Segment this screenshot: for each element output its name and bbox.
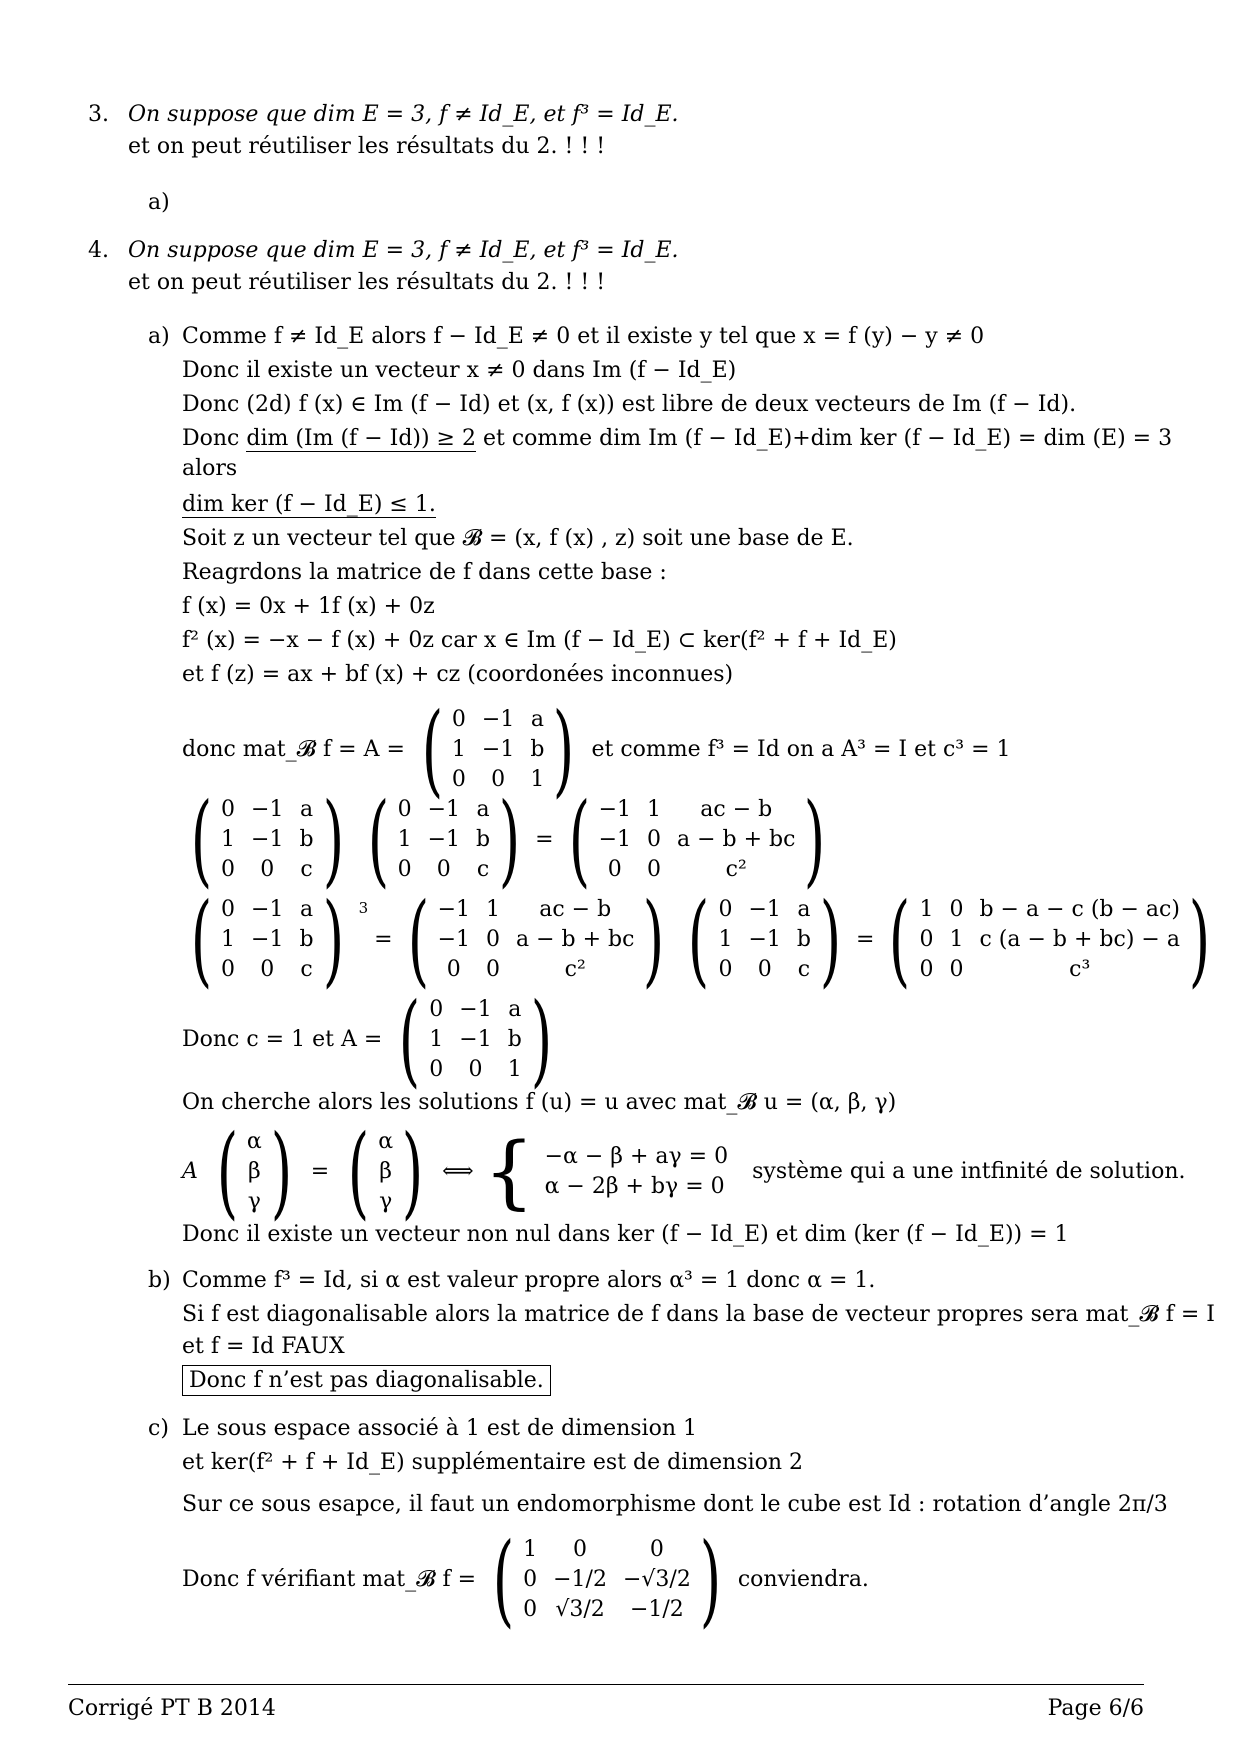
part-a-line6: [182, 490, 436, 520]
matrix-cell: −1: [251, 797, 284, 823]
right-paren: ): [804, 781, 826, 898]
matrix-cell: 0: [718, 897, 733, 923]
matrix-cell: 0: [260, 857, 275, 883]
part-a-line5: alors: [182, 456, 238, 481]
matrix-c1-pre: Donc c = 1 et A =: [182, 1027, 383, 1053]
right-paren: ): [819, 881, 842, 998]
part-a-line9: f (x) = 0x + 1f (x) + 0z: [182, 594, 435, 619]
item-4-line2: et on peut réutiliser les résultats du 2. ! ! !: [128, 270, 606, 295]
left-paren: (: [889, 881, 911, 998]
matrix-cell: 0: [607, 857, 622, 883]
matrix-a-squared-2: [399, 881, 674, 998]
matrix-cell: α: [246, 1129, 262, 1155]
matrix-cell: 0: [647, 827, 662, 853]
matrix-cell: β: [379, 1159, 393, 1185]
matrix-cell: 0: [446, 957, 461, 983]
matrix-ac-1: [182, 781, 353, 898]
right-paren: ): [401, 1113, 424, 1230]
part-a-line18: Donc il existe un vecteur non nul dans ker (f − Id_E) et dim (ker (f − Id_E)) = 1: [182, 1222, 1069, 1247]
part-c-line2: et ker(f² + f + Id_E) supplémentaire est de dimension 2: [182, 1450, 804, 1475]
part-a-line10: f² (x) = −x − f (x) + 0z car x ∈ Im (f − Id_E) ⊂ ker(f² + f + Id_E): [182, 628, 897, 653]
matrix-cell: 1: [919, 897, 934, 923]
matrix-cell: 1: [221, 827, 236, 853]
matrix-grid: [919, 895, 1179, 985]
left-paren: (: [399, 981, 421, 1098]
footer-right: Page 6/6: [1047, 1696, 1144, 1721]
right-paren: ): [498, 781, 521, 898]
matrix-cell: −1: [748, 897, 781, 923]
footer-rule: [68, 1684, 1144, 1685]
item-4-number: 4.: [88, 238, 109, 263]
matrix-cell: 0: [429, 997, 444, 1023]
matrix-cell: b: [507, 1027, 522, 1053]
footer-left: Corrigé PT B 2014: [68, 1696, 276, 1721]
matrix-cell: √3/2: [555, 1597, 605, 1623]
vector-alpha-beta-gamma-1: [208, 1113, 301, 1230]
part-a-line4-pre: Donc: [182, 426, 240, 451]
matrix-cell: a: [299, 797, 314, 823]
left-paren: (: [190, 881, 213, 998]
matrix-grid: [378, 1127, 393, 1217]
matrix-cell: 0: [468, 1057, 483, 1083]
matrix-cell: −1: [481, 707, 515, 733]
matrix-cell: −1: [437, 897, 470, 923]
right-paren: ): [270, 1113, 293, 1230]
underlined-dim-ker: dim ker (f − Id_E) ≤ 1.: [182, 492, 436, 517]
matrix-c1-line: [182, 981, 561, 1098]
matrix-cell: −1: [598, 827, 632, 853]
right-paren: ): [530, 981, 553, 1098]
left-paren: (: [407, 881, 429, 998]
matrix-grid: [429, 995, 522, 1085]
part-c-label: c): [148, 1416, 169, 1441]
item-3-a-label: a): [148, 190, 170, 215]
matrix-cell: γ: [247, 1189, 261, 1215]
right-paren: ): [699, 1521, 722, 1638]
underlined-dim-im: dim (Im (f − Id)) ≥ 2: [246, 426, 476, 451]
equals-sign-2: =: [374, 927, 393, 953]
exponent-3: 3: [358, 899, 369, 917]
left-paren: (: [568, 781, 590, 898]
matrix-a-cubed: [880, 881, 1219, 998]
iff-symbol: ⟺: [442, 1159, 474, 1185]
product-line-2: [182, 881, 1219, 998]
matrix-cell: 1: [530, 767, 545, 793]
left-paren: (: [347, 1113, 370, 1230]
part-b-line2: Si f est diagonalisable alors la matrice de f dans la base de vecteur propres sera mat_𝓑 f = I: [182, 1302, 1215, 1327]
matrix-cell: 0: [491, 767, 506, 793]
matrix-grid: [523, 1535, 691, 1625]
matrix-cell: 1: [523, 1537, 538, 1563]
matrix-grid: [221, 895, 314, 985]
part-a-line3: Donc (2d) f (x) ∈ Im (f − Id) et (x, f (x)) est libre de deux vecteurs de Im (f − Id).: [182, 392, 1077, 417]
matrix-cell: c: [300, 857, 313, 883]
matrix-cell: 0: [397, 797, 412, 823]
boxed-conclusion: Donc f n’est pas diagonalisable.: [182, 1365, 551, 1396]
matrix-cell: b: [530, 737, 545, 763]
right-paren: ): [643, 881, 665, 998]
matrix-cell: b: [796, 927, 812, 953]
matrix-cell: 0: [221, 897, 236, 923]
matrix-cell: 0: [429, 1057, 444, 1083]
rotation-pre: Donc f vérifiant mat_𝓑 f =: [182, 1567, 477, 1593]
matrix-cell: 0: [451, 767, 466, 793]
matrix-cell: −1/2: [629, 1597, 684, 1623]
matrix-cell: b: [299, 927, 314, 953]
matrix-cell: 0: [523, 1567, 538, 1593]
left-paren: (: [421, 691, 444, 808]
matrix-grid: [438, 895, 635, 985]
system-equations: [545, 1142, 729, 1201]
matrix-cell: 1: [397, 827, 412, 853]
left-brace: {: [483, 1125, 535, 1218]
matrix-cell: a: [299, 897, 314, 923]
left-paren: (: [492, 1521, 515, 1638]
part-a-line1: Comme f ≠ Id_E alors f − Id_E ≠ 0 et il existe y tel que x = f (y) − y ≠ 0: [182, 324, 985, 349]
matrix-cell: 0: [949, 897, 964, 923]
matrix-cell: 0: [573, 1537, 588, 1563]
rotation-matrix: [484, 1521, 730, 1638]
matrix-grid: [599, 795, 796, 885]
item-4-line1: On suppose que dim E = 3, f ≠ Id_E, et f³ = Id_E.: [128, 238, 679, 263]
matrix-cell: ac − b: [700, 797, 773, 823]
left-paren: (: [216, 1113, 239, 1230]
matrix-cell: 0: [221, 797, 236, 823]
part-a-line4-post: et comme dim Im (f − Id_E)+dim ker (f − Id_E) = dim (E) = 3: [482, 426, 1173, 451]
matrix-cell: β: [247, 1159, 261, 1185]
equals-sign-1: =: [535, 827, 554, 853]
part-a-label: a): [148, 324, 170, 349]
matrix-ac-3: [679, 881, 850, 998]
matrix-cell: −1: [748, 927, 781, 953]
matrix-cell: 0: [397, 857, 412, 883]
part-b-line1: Comme f³ = Id, si α est valeur propre alors α³ = 1 donc α = 1.: [182, 1268, 876, 1293]
matrix-a-pre: donc mat_𝓑 f = A =: [182, 737, 405, 763]
matrix-cell: c³: [1069, 957, 1091, 983]
item-3-number: 3.: [88, 102, 109, 127]
system-eq-1: −α − β + aγ = 0: [544, 1144, 729, 1170]
matrix-cell: 0: [486, 957, 500, 983]
matrix-cell: a − b + bc: [677, 827, 796, 853]
rotation-post: conviendra.: [737, 1567, 869, 1593]
matrix-a-c1: [390, 981, 561, 1098]
matrix-ac-cubed-base: [182, 881, 353, 998]
matrix-cell: ac − b: [539, 897, 612, 923]
left-paren: (: [688, 881, 710, 998]
item-3-line2: et on peut réutiliser les résultats du 2. ! ! !: [128, 134, 606, 159]
matrix-cell: 1: [451, 737, 466, 763]
matrix-grid: [398, 795, 491, 885]
matrix-cell: c²: [725, 857, 747, 883]
item-3-line1: On suppose que dim E = 3, f ≠ Id_E, et f³ = Id_E.: [128, 102, 679, 127]
matrix-cell: 0: [647, 857, 662, 883]
product-line-1: [182, 781, 834, 898]
matrix-cell: a: [508, 997, 522, 1023]
right-paren: ): [1188, 881, 1211, 998]
matrix-cell: 1: [949, 927, 964, 953]
matrix-grid: [718, 895, 811, 985]
equals-sign-4: =: [310, 1159, 330, 1185]
matrix-a-line: [182, 691, 1011, 808]
matrix-cell: −1: [481, 737, 515, 763]
matrix-cell: a − b + bc: [516, 927, 635, 953]
matrix-cell: b: [476, 827, 491, 853]
right-paren: ): [322, 781, 344, 898]
part-b-label: b): [148, 1268, 171, 1293]
part-c-line1: Le sous espace associé à 1 est de dimension 1: [182, 1416, 698, 1441]
system-post: système qui a une intfinité de solution.: [752, 1159, 1186, 1185]
part-a-line2: Donc il existe un vecteur x ≠ 0 dans Im (f − Id_E): [182, 358, 737, 383]
matrix-cell: −1: [251, 827, 284, 853]
matrix-cell: −1: [459, 1027, 492, 1053]
right-paren: ): [553, 691, 575, 808]
matrix-cell: 0: [436, 857, 451, 883]
matrix-ac-2: [359, 781, 530, 898]
matrix-cell: a: [797, 897, 811, 923]
left-paren: (: [190, 781, 213, 898]
right-paren: ): [322, 881, 344, 998]
matrix-a-post: et comme f³ = Id on a A³ = I et c³ = 1: [591, 737, 1011, 763]
matrix-cell: 0: [451, 707, 466, 733]
matrix-cell: 1: [486, 897, 500, 923]
part-a-line8: Reagrdons la matrice de f dans cette base :: [182, 560, 667, 585]
rotation-matrix-line: [182, 1521, 869, 1638]
matrix-cell: 0: [523, 1597, 538, 1623]
part-c-line3: Sur ce sous esapce, il faut un endomorphisme dont le cube est Id : rotation d’angle 2π/3: [182, 1492, 1168, 1517]
matrix-cell: −1: [437, 927, 470, 953]
matrix-cell: 1: [429, 1027, 444, 1053]
matrix-cell: c: [797, 957, 811, 983]
matrix-cell: −1: [251, 927, 284, 953]
part-a-line7: Soit z un vecteur tel que 𝓑 = (x, f (x) , z) soit une base de E.: [182, 526, 854, 551]
system-a: A: [182, 1159, 198, 1185]
part-a-line4: [182, 424, 1172, 454]
system-eq-2: α − 2β + bγ = 0: [544, 1174, 725, 1199]
matrix-cell: 0: [718, 957, 733, 983]
matrix-a-squared: [560, 781, 835, 898]
part-a-line11: et f (z) = ax + bf (x) + cz (coordonées inconnues): [182, 662, 734, 687]
matrix-cell: c: [476, 857, 490, 883]
matrix-cell: 0: [260, 957, 275, 983]
matrix-cell: −1: [251, 897, 284, 923]
matrix-cell: α: [378, 1129, 394, 1155]
part-b-line3: et f = Id FAUX: [182, 1334, 345, 1359]
matrix-cell: 1: [718, 927, 733, 953]
matrix-grid: [247, 1127, 262, 1217]
matrix-cell: 0: [757, 957, 772, 983]
matrix-cell: a: [530, 707, 544, 733]
matrix-cell: −√3/2: [622, 1567, 691, 1593]
matrix-cell: b: [299, 827, 314, 853]
matrix-cell: −1: [598, 797, 632, 823]
matrix-cell: 0: [221, 857, 236, 883]
system-line: [182, 1113, 1186, 1230]
matrix-cell: 0: [649, 1537, 664, 1563]
matrix-cell: −1: [427, 827, 461, 853]
equals-sign-3: =: [856, 927, 875, 953]
matrix-cell: 0: [221, 957, 236, 983]
matrix-cell: γ: [379, 1189, 393, 1215]
part-a-line16: On cherche alors les solutions f (u) = u avec mat_𝓑 u = (α, β, γ): [182, 1090, 897, 1115]
matrix-cell: 0: [949, 957, 964, 983]
matrix-cell: c²: [564, 957, 586, 983]
matrix-cell: 0: [919, 927, 934, 953]
matrix-grid: [221, 795, 314, 885]
matrix-cell: 0: [486, 927, 500, 953]
matrix-cell: 0: [919, 957, 934, 983]
matrix-cell: 1: [221, 927, 236, 953]
matrix-cell: c: [300, 957, 313, 983]
matrix-cell: a: [476, 797, 490, 823]
matrix-cell: −1: [459, 997, 492, 1023]
vector-alpha-beta-gamma-2: [339, 1113, 432, 1230]
left-paren: (: [367, 781, 389, 898]
part-b-boxed: [182, 1366, 551, 1396]
matrix-cell: −1: [427, 797, 461, 823]
matrix-cell: 1: [647, 797, 662, 823]
matrix-cell: c (a − b + bc) − a: [979, 927, 1180, 953]
matrix-cell: −1/2: [553, 1567, 607, 1593]
matrix-cell: 1: [507, 1057, 522, 1083]
matrix-cell: b − a − c (b − ac): [979, 897, 1180, 923]
